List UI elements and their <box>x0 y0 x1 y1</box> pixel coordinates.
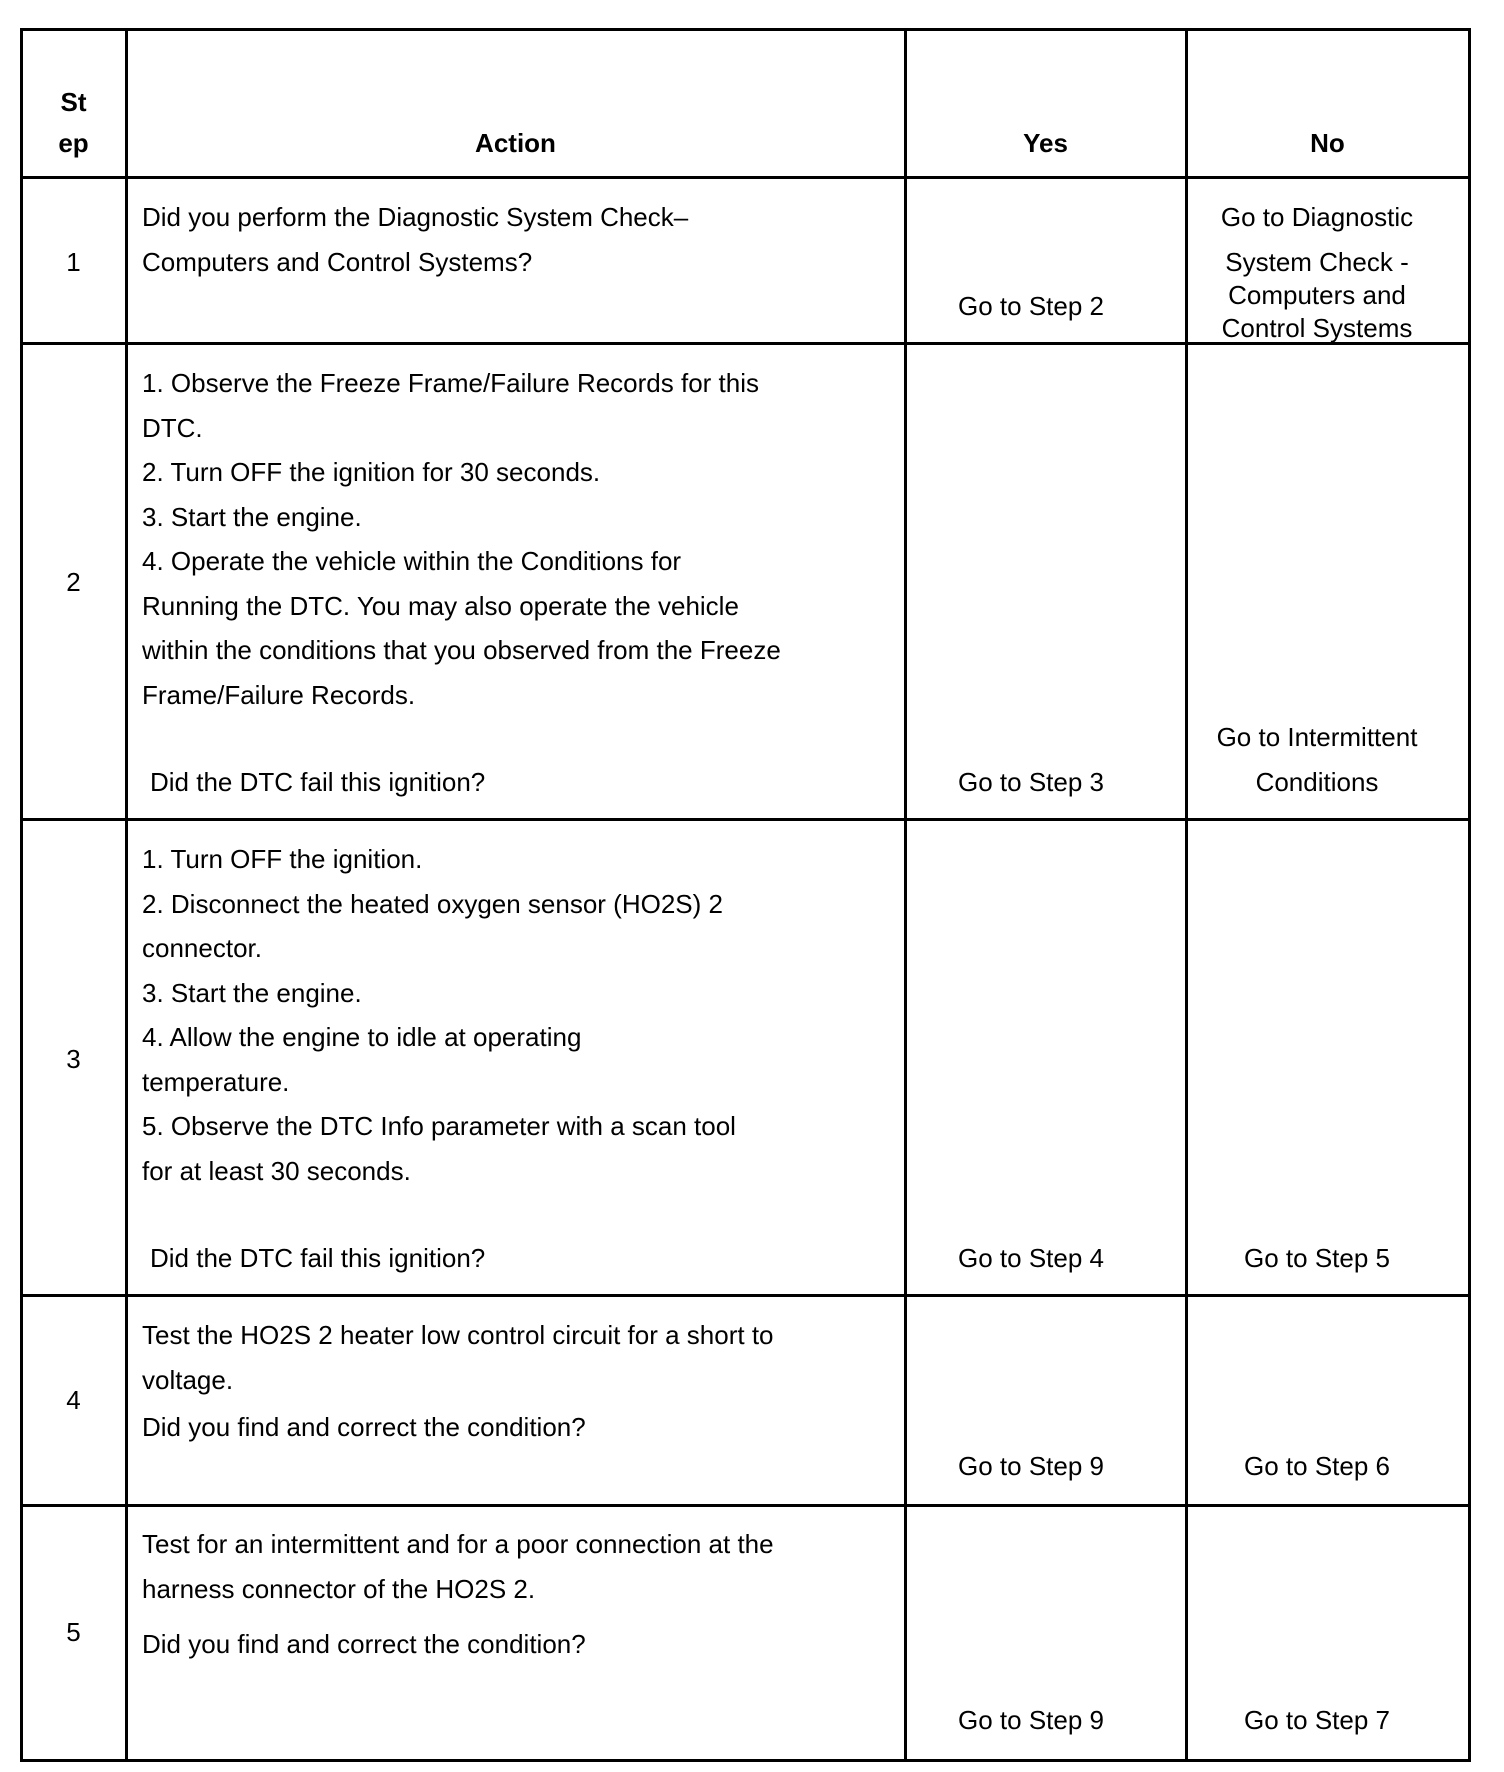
step-number: 5 <box>66 1617 81 1647</box>
step-number: 1 <box>66 247 81 277</box>
row-divider <box>21 1759 1471 1762</box>
action-line: 5. Observe the DTC Info parameter with a scan tool <box>142 1111 736 1141</box>
step-number: 4 <box>66 1385 81 1415</box>
step-number: 3 <box>66 1044 81 1074</box>
action-line: Computers and Control Systems? <box>142 246 533 277</box>
column-divider <box>1468 28 1471 1762</box>
action-line: voltage. <box>142 1364 234 1395</box>
action-line: temperature. <box>142 1066 290 1097</box>
action-line: 4. Allow the engine to idle at operating <box>142 1022 582 1052</box>
action-line: Frame/Failure Records. <box>142 679 416 710</box>
no-result <box>1187 715 1447 804</box>
action-line: Did you perform the Diagnostic System Check– <box>142 202 689 232</box>
action-line: DTC. <box>142 412 203 443</box>
header-action: Action <box>475 128 556 158</box>
row-divider <box>21 818 1471 821</box>
action-text <box>142 361 781 717</box>
yes-result: Go to Step 3 <box>958 767 1104 797</box>
header-yes: Yes <box>1023 128 1068 158</box>
yes-result: Go to Step 2 <box>958 291 1104 321</box>
question-text: Did you find and correct the condition? <box>142 1412 586 1442</box>
no-line: Control Systems <box>1221 312 1413 343</box>
action-line: 3. Start the engine. <box>142 501 362 532</box>
no-result: Go to Step 6 <box>1244 1451 1390 1481</box>
header-no: No <box>1310 128 1345 158</box>
action-line: Running the DTC. You may also operate the vehicle <box>142 590 739 621</box>
action-line: 3. Start the engine. <box>142 977 362 1008</box>
row-divider <box>21 28 1471 31</box>
action-line: for at least 30 seconds. <box>142 1155 411 1186</box>
action-line: within the conditions that you observed from the Freeze <box>142 635 781 665</box>
no-line: Conditions <box>1255 766 1379 797</box>
no-line: Go to Intermittent <box>1216 722 1418 752</box>
header-step-line1: St <box>60 87 87 117</box>
action-line: 1. Turn OFF the ignition. <box>142 844 423 874</box>
question-text: Did you find and correct the condition? <box>142 1629 586 1659</box>
row-divider <box>21 176 1471 179</box>
no-result: Go to Step 7 <box>1244 1705 1390 1735</box>
header-step-line2: ep <box>58 128 89 158</box>
row-divider <box>21 1504 1471 1507</box>
action-text <box>142 1313 774 1402</box>
column-divider <box>20 28 23 1762</box>
no-line: Computers and <box>1228 279 1406 310</box>
action-line: 2. Turn OFF the ignition for 30 seconds. <box>142 457 601 487</box>
question-text: Did the DTC fail this ignition? <box>150 767 486 797</box>
action-line: Test the HO2S 2 heater low control circuit for a short to <box>142 1320 774 1350</box>
column-divider <box>125 28 128 1762</box>
action-text <box>142 195 688 284</box>
action-text <box>142 837 736 1193</box>
action-line: Test for an intermittent and for a poor connection at the <box>142 1529 774 1559</box>
yes-result: Go to Step 4 <box>958 1243 1104 1273</box>
action-line: 1. Observe the Freeze Frame/Failure Records for this <box>142 368 760 398</box>
yes-result: Go to Step 9 <box>958 1705 1104 1735</box>
no-line: Go to Diagnostic <box>1220 202 1414 232</box>
action-line: connector. <box>142 933 262 963</box>
action-line: 2. Disconnect the heated oxygen sensor (HO2S) 2 <box>142 888 723 919</box>
no-result: Go to Step 5 <box>1244 1243 1390 1273</box>
action-line: 4. Operate the vehicle within the Conditions for <box>142 546 682 576</box>
yes-result: Go to Step 9 <box>958 1451 1104 1481</box>
row-divider <box>21 1294 1471 1297</box>
no-result <box>1187 195 1447 345</box>
action-text <box>142 1522 774 1611</box>
action-line: harness connector of the HO2S 2. <box>142 1573 536 1604</box>
question-text: Did the DTC fail this ignition? <box>150 1243 486 1273</box>
no-line: System Check - <box>1225 246 1409 277</box>
step-number: 2 <box>66 567 81 597</box>
